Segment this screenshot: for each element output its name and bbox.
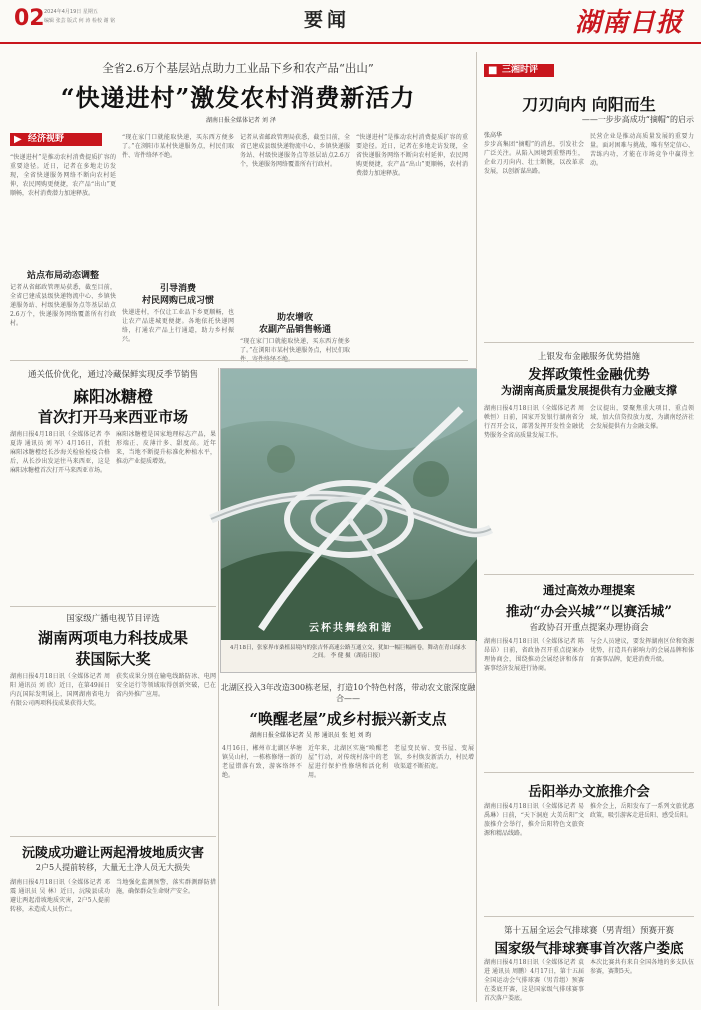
mayang-headline-1: 麻阳冰糖橙 [72,387,153,406]
proposal-text-col2: 与会人员建议，要发挥湖南区位和资源优势，打造具有影响力的会展品牌和体育赛事品牌，促进消费升级。 [590,638,694,663]
yuanling-text-col1: 湖南日报4月18日讯（全媒体记者 邓 震 通讯员 吴 林）近日，沅陵县成功避让两起滑坡地质灾害，2户5人提前转移，未造成人员伤亡。 [10,879,110,913]
mayang-text-col1: 湖南日报4月18日讯（全媒体记者 李夏涛 通讯员 刘 军）4月16日，首批麻阳冰糖橙经长沙海关检验检疫合格后，从长沙出发运往马来西亚，这是麻阳冰糖橙首次打开马来西亚市场。 [10,431,110,474]
proposal-headline: 推动“办会兴城”“以赛活城” [505,604,673,620]
commentary-byline: 张高华 [484,132,503,139]
tag-label: 三湘时评 [502,65,539,75]
column-divider [218,368,219,1006]
mayang-headline-2: 首次打开马来西亚市场 [37,408,188,426]
square-icon: ■ [488,65,498,76]
photo-caption [220,640,476,673]
yuanling-text-col2: 当地强化监测预警，落实群测群防措施，确保群众生命财产安全。 [116,879,216,895]
commentary-subhead: ——一步步高成功“摘帽”的启示 [581,115,694,124]
village-kicker: 北湖区投入3年改造300栋老屋，打造10个特色村落，带动农文旅深度融合—— [220,683,476,703]
page-number: 02 [14,6,45,31]
yuanling-subhead: 2户5人提前转移，大量无土净人员无大损失 [35,863,191,872]
commentary-text-col2: 民营企业是推动高质量发展的重要力量。面对困难与挑战，唯有坚定信心、苦练内功，才能在市场竞争中赢得主动。 [590,133,694,167]
mayang-text-col2: 麻阳冰糖橙是国家地理标志产品，果形端正、皮薄汁多、甜度高。近年来，当地不断提升标准化种植水平，推动产业提质增效。 [116,431,216,465]
editor-credits: 编辑 张芸 版式 何 涛 检校 谢 铭 [44,18,116,24]
lead-text-col1b: 记者从省邮政管理局获悉，截至目前，全省已建成县级快递物流中心、乡镇快递服务站、村级快递服务点等基层站点2.6万个，快递服务网络覆盖所有行政村。 [10,284,116,327]
village-text-col2: 近年来，北湖区实施“唤醒老屋”行动，对传统村落中的老屋进行保护性修缮和活化利用。 [308,745,388,779]
proposal-kicker: 通过高效办理提案 [543,583,635,597]
finance-text-col1: 湖南日报4月18日讯（全媒体记者 周帙恒）日前，国家开发银行湖南省分行召开会议，部署发挥开发性金融优势服务全省高质量发展工作。 [484,405,584,439]
village-byline: 湖南日报全媒体记者 吴 彤 通讯员 张 旭 刘 昀 [250,732,372,739]
yuanling-headline: 沅陵成功避让两起滑坡地质灾害 [21,846,204,861]
lead-kicker: 全省2.6万个基层站点助力工业品下乡和农产品“出山” [102,61,374,75]
proposal-text-col1: 湖南日报4月18日讯（全媒体记者 陈昂昂）日前，省政协召开重点提案办理协商会，围绕推动会展经济和体育赛事经济发展进行协商。 [484,638,584,672]
finance-text-col2: 会议提出，要聚焦重大项目、重点领域，加大信贷投放力度，为湖南经济社会发展提供有力金融支撑。 [590,405,694,430]
photo-credit: 李 健 摄（湖南日报） [330,653,384,659]
volleyball-kicker: 第十五届全运会气排球赛（男青组）预赛开赛 [503,926,674,936]
caption-text: 4月18日，张家界市桑植县境内的张吉怀高速公路互通立交，犹如一幅巨幅画卷，舞动在青山绿水之间。 [229,645,466,659]
lead-text-col2: “现在家门口就能取快递，买东西方便多了。”在浏阳市某村快递服务点，村民们取件、寄件络绎不绝。 [122,134,234,159]
proposal-subhead: 省政协召开重点提案办理协商会 [529,623,649,633]
volleyball-text-col1: 湖南日报4月18日讯（全媒体记者 袁进 通讯员 周鹏）4月17日，第十五届全国运动会气排球赛（男青组）预赛在娄底开赛，这是国家级气排球赛事首次落户娄底。 [484,959,584,1002]
tech-kicker: 国家级广播电视节目评选 [66,614,160,624]
divider [484,772,694,773]
lead-subhead-farmers: 助农增收 [276,313,313,323]
issue-meta [44,8,115,26]
section-tag-economy [10,133,102,146]
village-headline: “唤醒老屋”成乡村振兴新支点 [249,710,447,728]
finance-kicker: 上银发布金融服务优势措施 [537,352,640,362]
lead-subhead-produce: 农副产品销售畅通 [258,325,331,335]
arrow-icon: ▶ [14,134,22,145]
lead-byline: 湖南日报全媒体记者 刘 泽 [206,117,276,124]
section-tag-commentary [484,64,554,77]
divider [10,836,216,837]
commentary-text-col1: 步步高集团“摘帽”的消息，引发社会广泛关注。从陷入困境到重整再生，企业刀刃向内、壮士断腕，以改革求发展，以创新谋出路。 [484,141,584,175]
lead-text-col2b: 快递进村，不仅让工业品下乡更顺畅，也让农产品进城更便捷。各地依托快递网络，打通农产品上行通道，助力乡村振兴。 [122,309,234,343]
lead-text-col3: 记者从省邮政管理局获悉，截至目前，全省已建成县级快递物流中心、乡镇快递服务站、村级快递服务点等基层站点2.6万个，快递服务网络覆盖所有行政村。 [240,134,350,168]
lead-text-col3b: “现在家门口就能取快递，买东西方便多了。”在浏阳市某村快递服务点，村民们取 [240,338,350,354]
yueyang-text-col1: 湖南日报4月18日讯（全媒体记者 易禹琳）日前，“天下洞庭 大美岳阳”文旅推介会举行，推介岳阳特色文旅资源和精品线路。 [484,803,584,837]
yueyang-text-col2: 推介会上，岳阳发布了一系列文旅优惠政策，吸引游客走进岳阳、感受岳阳。 [590,803,694,819]
village-text-col1: 4月16日，郴州市北湖区华塘镇吴山村，一栋栋修缮一新的老屋错落有致，游客络绎不绝。 [222,745,302,779]
divider [484,342,694,343]
commentary-headline: 刀刃向内 向阳而生 [522,95,656,114]
yueyang-headline: 岳阳举办文旅推介会 [528,784,650,800]
aerial-photo-interchange [220,368,476,640]
tech-text-col1: 湖南日报4月18日讯（全媒体记者 周 阳 通讯员 刘 欣）近日，在第49届日内瓦国际发明展上，国网湖南省电力有限公司两项科技成果获得大奖。 [10,673,110,707]
finance-headline-2: 为湖南高质量发展提供有力金融支撑 [501,384,677,397]
issue-date: 2024年4月19日 星期五 [44,9,98,15]
lead-headline: “快递进村”激发农村消费新活力 [60,83,416,112]
volleyball-headline: 国家级气排球赛事首次落户娄底 [494,941,684,957]
lead-text-col1: “快递进村”是推动农村消费提质扩容的重要途径。近日，记者在多地走访发现，全省快递服务网络不断向农村延伸，农民网购更便捷，农产品“出山”更顺畅，农村消费潜力加速释放。 [10,154,116,197]
divider [10,606,216,607]
mayang-kicker: 通关低价优化，通过冷藏保鲜实现反季节销售 [27,370,198,380]
lead-subhead-shopping: 村民网购已成习惯 [141,296,214,306]
tag-label: 经济视野 [28,134,65,144]
village-text-col3: 老屋变民宿、变书屋、变展馆，乡村焕发新活力，村民增收渠道不断拓宽。 [394,745,474,770]
volleyball-text-col2: 本次比赛共有来自全国各地的多支队伍参赛，赛期5天。 [590,959,694,975]
tech-headline-1: 湖南两项电力科技成果 [37,629,188,647]
finance-headline-1: 发挥政策性金融优势 [528,367,650,383]
section-title: 要闻 [304,9,351,31]
interchange-illustration [221,369,477,641]
newspaper-logo: 湖南日报 [574,8,683,38]
section-divider [10,360,468,361]
tech-text-col2: 获奖成果分别在输电线路防冰、电网安全运行等领域取得创新突破，已在省内外推广应用。 [116,673,216,698]
divider [484,574,694,575]
lead-subhead-consumption: 引导消费 [159,284,196,294]
photo-overlay-title: 云杯共舞绘和谐 [309,623,393,634]
lead-subhead-stations: 站点布局动态调整 [26,271,99,281]
masthead [0,0,701,44]
divider [484,916,694,917]
tech-headline-2: 获国际大奖 [75,650,151,668]
lead-text-col4: “快递进村”是推动农村消费提质扩容的重要途径。近日，记者在多地走访发现，全省快递服务网络不断向农村延伸，农民网购更便捷，农产品“出山”更顺畅，农村消费潜力加速释放。 [356,134,468,177]
